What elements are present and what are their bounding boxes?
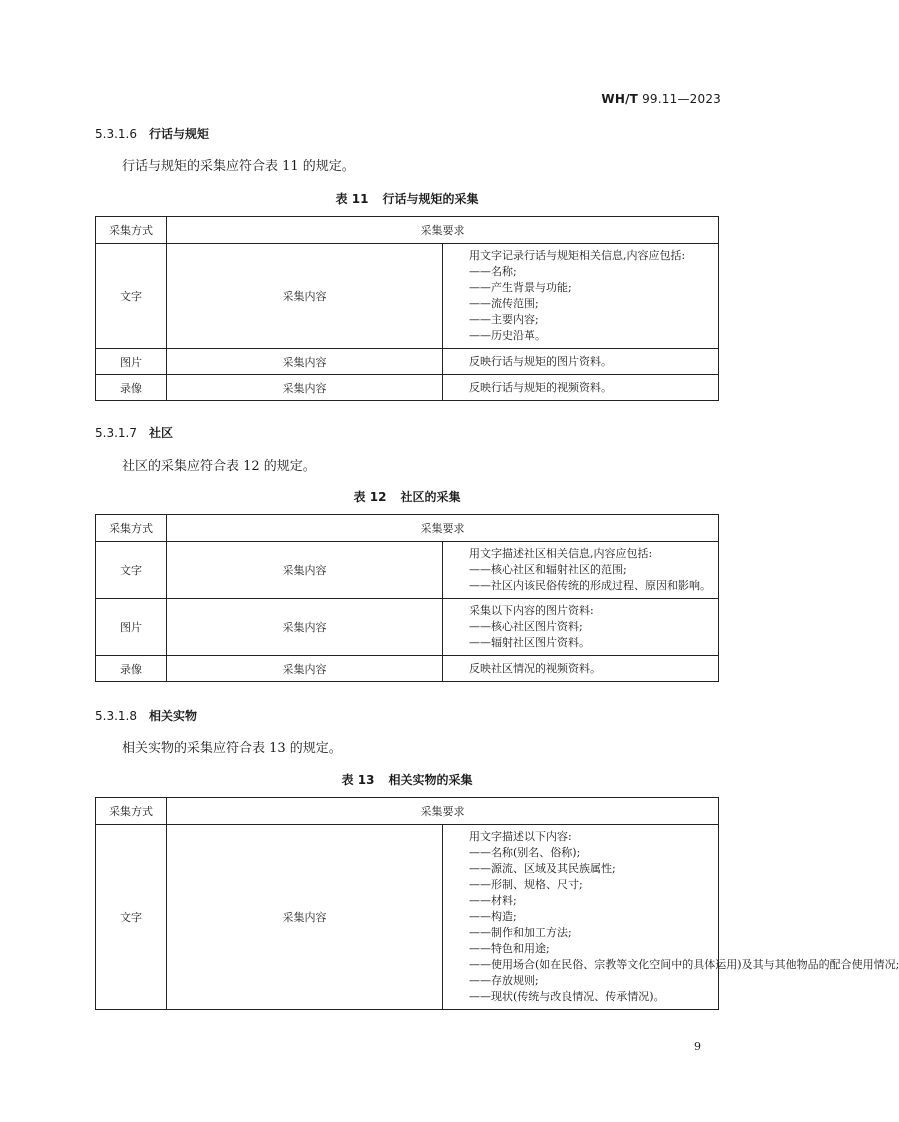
- requirement-line: 用文字描述以下内容:: [469, 830, 572, 843]
- table-row: [96, 656, 719, 682]
- clause-paragraph: 社区的采集应符合表 12 的规定。: [122, 459, 316, 474]
- requirement-line: ——名称;: [469, 265, 517, 278]
- requirement-line: ——特色和用途;: [469, 942, 550, 955]
- standard-code: [601, 92, 721, 106]
- cell-method: 文字: [96, 825, 167, 1010]
- requirement-line: ——核心社区和辐射社区的范围;: [469, 563, 627, 576]
- requirement-line: ——材料;: [469, 894, 517, 907]
- clause-heading: [95, 424, 173, 441]
- cell-item: 采集内容: [167, 599, 443, 656]
- cell-requirement: [443, 825, 899, 1010]
- table-title: 行话与规矩的采集: [382, 192, 479, 206]
- clause-title: 社区: [148, 426, 173, 440]
- requirement-line: 反映行话与规矩的视频资料。: [469, 380, 612, 394]
- table-label: 表 11: [335, 192, 369, 206]
- requirement-line: ——主要内容;: [469, 313, 539, 326]
- table-label: 表 12: [353, 490, 387, 504]
- cell-method: 文字: [96, 244, 167, 349]
- collection-table: [95, 216, 719, 401]
- table-row: [96, 599, 719, 656]
- requirement-line: ——历史沿革。: [469, 329, 546, 342]
- table-header-row: [96, 798, 719, 825]
- clause-title: 行话与规矩: [148, 127, 209, 141]
- requirement-line: ——形制、规格、尺寸;: [469, 878, 583, 891]
- requirement-line: ——流传范围;: [469, 297, 539, 310]
- cell-method: 图片: [96, 349, 167, 375]
- cell-requirement: [443, 656, 719, 682]
- requirement-line: ——使用场合(如在民俗、宗教等文化空间中的具体运用)及其与其他物品的配合使用情况;: [469, 958, 899, 971]
- requirement-line: ——源流、区域及其民族属性;: [469, 862, 616, 875]
- cell-requirement: [443, 349, 719, 375]
- requirement-line: ——名称(别名、俗称);: [469, 846, 581, 859]
- requirement-line: ——产生背景与功能;: [469, 281, 572, 294]
- cell-method: 录像: [96, 375, 167, 401]
- header-cell-requirement: 采集要求: [167, 217, 719, 244]
- requirement-line: ——制作和加工方法;: [469, 926, 572, 939]
- cell-item: 采集内容: [167, 244, 443, 349]
- clause-heading: [95, 707, 197, 724]
- collection-table: [95, 797, 899, 1010]
- table-header-row: [96, 515, 719, 542]
- requirement-line: 用文字记录行话与规矩相关信息,内容应包括:: [469, 249, 686, 262]
- clause-number: 5.3.1.7: [95, 426, 137, 440]
- requirement-line: 用文字描述社区相关信息,内容应包括:: [469, 547, 653, 560]
- clause-number: 5.3.1.6: [95, 127, 137, 141]
- requirement-line: ——辐射社区图片资料。: [469, 636, 590, 649]
- clause-number: 5.3.1.8: [95, 709, 137, 723]
- cell-item: 采集内容: [167, 542, 443, 599]
- header-cell-requirement: 采集要求: [167, 798, 719, 825]
- cell-item: 采集内容: [167, 349, 443, 375]
- collection-table: [95, 514, 719, 682]
- requirement-line: 反映行话与规矩的图片资料。: [469, 354, 612, 368]
- cell-requirement: [443, 542, 719, 599]
- cell-method: 图片: [96, 599, 167, 656]
- requirement-line: ——现状(传统与改良情况、传承情况)。: [469, 990, 665, 1003]
- table-caption: [95, 488, 719, 505]
- requirement-line: ——社区内该民俗传统的形成过程、原因和影响。: [469, 579, 711, 592]
- table-caption: [95, 771, 719, 788]
- requirement-line: ——核心社区图片资料;: [469, 620, 583, 633]
- cell-requirement: [443, 244, 719, 349]
- header-cell-requirement: 采集要求: [167, 515, 719, 542]
- table-title: 相关实物的采集: [388, 773, 473, 787]
- table-label: 表 13: [341, 773, 375, 787]
- header-cell-method: 采集方式: [96, 515, 167, 542]
- clause-title: 相关实物: [148, 709, 197, 723]
- cell-item: 采集内容: [167, 656, 443, 682]
- requirement-line: 采集以下内容的图片资料:: [469, 604, 594, 617]
- cell-method: 录像: [96, 656, 167, 682]
- clause-paragraph: 行话与规矩的采集应符合表 11 的规定。: [122, 159, 355, 174]
- table-row: [96, 244, 719, 349]
- table-header-row: [96, 217, 719, 244]
- standard-code-prefix: WH/T: [601, 92, 639, 106]
- cell-item: 采集内容: [167, 375, 443, 401]
- clause-paragraph: 相关实物的采集应符合表 13 的规定。: [122, 741, 342, 756]
- header-cell-method: 采集方式: [96, 217, 167, 244]
- table-row: [96, 349, 719, 375]
- table-row: [96, 542, 719, 599]
- cell-requirement: [443, 375, 719, 401]
- standard-code-number: 99.11—2023: [638, 92, 721, 106]
- table-title: 社区的采集: [400, 490, 461, 504]
- requirement-line: ——构造;: [469, 910, 517, 923]
- cell-method: 文字: [96, 542, 167, 599]
- cell-item: 采集内容: [167, 825, 443, 1010]
- table-row: [96, 825, 719, 1010]
- requirement-line: 反映社区情况的视频资料。: [469, 661, 601, 675]
- page-number: 9: [694, 1040, 701, 1053]
- table-caption: [95, 190, 719, 207]
- cell-requirement: [443, 599, 719, 656]
- requirement-line: ——存放规则;: [469, 974, 539, 987]
- table-row: [96, 375, 719, 401]
- clause-heading: [95, 125, 209, 142]
- header-cell-method: 采集方式: [96, 798, 167, 825]
